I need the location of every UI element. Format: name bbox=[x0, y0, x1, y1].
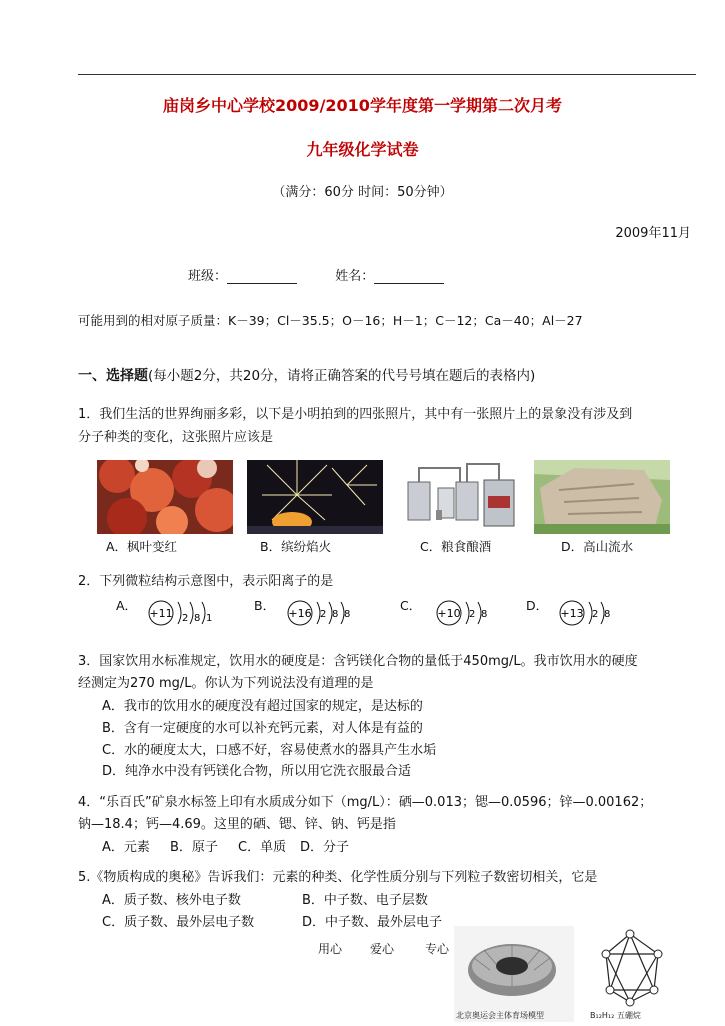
atom-b-shell-3: 8 bbox=[344, 609, 351, 620]
footer-text-3: 专心 bbox=[425, 942, 450, 956]
atomic-masses: 可能用到的相对原子质量：K－39；Cl－35.5；O－16；H－1；C－12；Ca－40；Al－27 bbox=[78, 313, 583, 328]
atom-a-shell-3: 1 bbox=[206, 613, 213, 624]
q2-letter-d[interactable]: D． bbox=[526, 598, 549, 613]
name-label: 姓名： bbox=[335, 269, 375, 284]
atom-d-shell-1: 2 bbox=[592, 609, 599, 620]
atom-b-shell-2: 8 bbox=[332, 609, 339, 620]
atom-d-nucleus: +13 bbox=[560, 607, 584, 620]
class-field[interactable] bbox=[227, 269, 297, 284]
atom-structure-b bbox=[285, 599, 395, 627]
student-info bbox=[188, 265, 444, 284]
atom-c-nucleus: +10 bbox=[437, 607, 461, 620]
atom-a-nucleus: +11 bbox=[149, 607, 173, 620]
stadium-caption: 北京奥运会主体育场模型 bbox=[456, 1011, 544, 1020]
q3-option-b[interactable]: B．含有一定硬度的水可以补充钙元素，对人体是有益的 bbox=[102, 721, 423, 736]
q3-option-d[interactable]: D．纯净水中没有钙镁化合物，所以用它洗衣服最合适 bbox=[102, 764, 412, 779]
stadium-model-image bbox=[454, 926, 574, 1022]
maple-leaves-photo bbox=[97, 460, 233, 534]
q4-option-d[interactable]: D．分子 bbox=[300, 840, 350, 855]
section-instruction: (每小题2分，共20分，请将正确答案的代号号填在题后的表格内) bbox=[148, 368, 536, 384]
q4-option-a[interactable]: A．元素 bbox=[102, 840, 150, 855]
exam-date: 2009年11月 bbox=[615, 226, 691, 241]
q2-letter-a[interactable]: A． bbox=[116, 598, 138, 613]
atom-structure-c bbox=[432, 599, 542, 627]
fireworks-photo bbox=[247, 460, 383, 534]
section-heading bbox=[78, 364, 535, 385]
atom-structure-d bbox=[557, 599, 667, 627]
q3-line1: 3．国家饮用水标准规定，饮用水的硬度是：含钙镁化合物的量低于450mg/L。我市饮用水的硬度 bbox=[78, 654, 638, 669]
atom-a-shell-1: 2 bbox=[182, 613, 189, 624]
q4-line2: 钠—18.4；钙—4.69。这里的硒、锶、锌、钠、钙是指 bbox=[78, 817, 396, 832]
atom-structure-a bbox=[144, 599, 254, 627]
q5-option-b[interactable]: B．中子数、电子层数 bbox=[302, 893, 428, 908]
q1-option-c[interactable]: C．粮食酿酒 bbox=[420, 539, 492, 554]
exam-meta: （满分：60分 时间：50分钟） bbox=[272, 185, 453, 200]
q2-letter-c[interactable]: C． bbox=[400, 598, 422, 613]
q5-option-a[interactable]: A．质子数、核外电子数 bbox=[102, 893, 241, 908]
atom-b-nucleus: +16 bbox=[288, 607, 312, 620]
exam-subtitle: 九年级化学试卷 bbox=[306, 140, 419, 159]
atom-a-shell-2: 8 bbox=[194, 613, 201, 624]
q5-option-c[interactable]: C．质子数、最外层电子数 bbox=[102, 915, 255, 930]
atom-c-shell-2: 8 bbox=[481, 609, 488, 620]
q2-letter-b[interactable]: B． bbox=[254, 598, 276, 613]
q1-line1: 1．我们生活的世界绚丽多彩，以下是小明拍到的四张照片，其中有一张照片上的景象没有涉及到 bbox=[78, 407, 633, 422]
q5-option-d[interactable]: D．中子数、最外层电子 bbox=[302, 915, 443, 930]
borane-structure-image bbox=[584, 926, 684, 1022]
q3-line2: 经测定为270 mg/L。你认为下列说法没有道理的是 bbox=[78, 676, 374, 691]
q2-stem: 2．下列微粒结构示意图中，表示阳离子的是 bbox=[78, 574, 334, 589]
q4-line1: 4．“乐百氏”矿泉水标签上印有水质成分如下（mg/L）：硒—0.013；锶—0.0596；锌—0.00162； bbox=[78, 795, 653, 810]
section-title: 一、选择题 bbox=[78, 368, 148, 384]
class-label: 班级： bbox=[188, 269, 228, 284]
q1-line2: 分子种类的变化，这张照片应该是 bbox=[78, 430, 274, 445]
q4-option-c[interactable]: C．单质 bbox=[238, 840, 287, 855]
q3-option-c[interactable]: C．水的硬度太大，口感不好，容易使煮水的器具产生水垢 bbox=[102, 743, 437, 758]
mountain-rock-photo bbox=[534, 460, 670, 534]
q1-option-a[interactable]: A．枫叶变红 bbox=[106, 539, 178, 554]
q1-option-d[interactable]: D．高山流水 bbox=[561, 539, 634, 554]
borane-caption: B₁₂H₁₂ 五硼烷 bbox=[590, 1011, 641, 1020]
atom-b-shell-1: 2 bbox=[320, 609, 327, 620]
name-field[interactable] bbox=[374, 269, 444, 284]
top-rule bbox=[78, 74, 696, 75]
q4-option-b[interactable]: B．原子 bbox=[170, 840, 218, 855]
q3-option-a[interactable]: A．我市的饮用水的硬度没有超过国家的规定，是达标的 bbox=[102, 699, 423, 714]
exam-title: 庙岗乡中心学校2009/2010学年度第一学期第二次月考 bbox=[163, 96, 562, 115]
atom-c-shell-1: 2 bbox=[469, 609, 476, 620]
q5-line1: 5.《物质构成的奥秘》告诉我们：元素的种类、化学性质分别与下列粒子数密切相关，它是 bbox=[78, 870, 598, 885]
footer-text-1: 用心 bbox=[318, 942, 343, 956]
q1-option-b[interactable]: B．缤纷焰火 bbox=[260, 539, 332, 554]
atom-d-shell-2: 8 bbox=[604, 609, 611, 620]
distillation-photo bbox=[396, 460, 532, 534]
footer-text-2: 爱心 bbox=[370, 942, 395, 956]
